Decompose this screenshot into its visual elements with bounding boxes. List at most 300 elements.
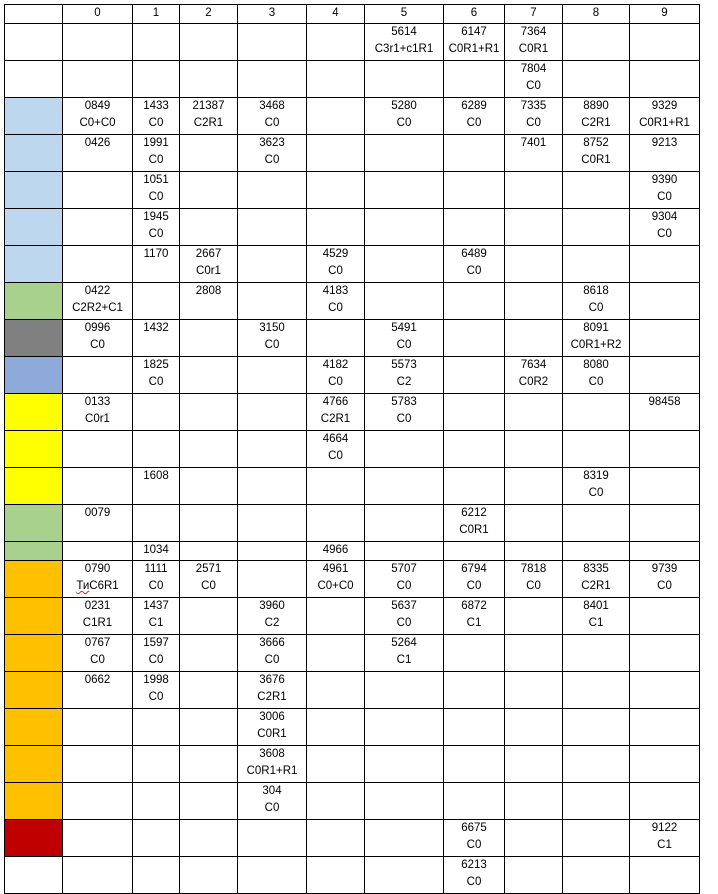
table-cell [133,505,180,542]
table-cell [444,820,505,857]
table-cell [133,709,180,746]
cell-code: C0 [264,117,280,129]
row-color-swatch [5,283,63,320]
table-cell [630,320,700,357]
table-cell [365,357,444,394]
cell-code: C0 [466,580,482,592]
table-cell [444,246,505,283]
table-cell [563,468,630,505]
table-cell [630,783,700,820]
table-cell [307,24,365,61]
table-cell [563,505,630,542]
cell-number: 0426 [84,137,111,149]
cell-number: 8080 [583,359,609,371]
header-cell [5,5,63,24]
row-color-swatch [5,505,63,542]
table-cell [180,320,238,357]
cell-code: C2R1 [257,691,287,703]
table-cell [133,783,180,820]
table-cell [505,542,563,561]
table-cell [505,468,563,505]
cell-code: C0 [264,339,280,351]
table-cell [444,542,505,561]
cell-number: 3608 [259,748,285,760]
cell-number: 7364 [520,26,547,38]
table-row [5,598,700,635]
table-cell [180,672,238,709]
cell-code: C0 [588,487,604,499]
table-cell [307,542,365,561]
table-cell [444,561,505,598]
cell-number: 0996 [84,322,111,334]
table-cell [180,783,238,820]
table-cell [365,561,444,598]
cell-number: 6489 [461,248,487,260]
table-cell [63,505,133,542]
table-cell [63,820,133,857]
table-cell [238,209,307,246]
table-cell [133,357,180,394]
table-cell [238,468,307,505]
cell-code: C2R1 [581,117,611,129]
table-row [5,709,700,746]
table-row [5,135,700,172]
table-row [5,542,700,561]
cell-code: C0R1+R1 [246,765,298,777]
cell-code: ТиC6R1 [76,580,119,592]
table-cell [133,746,180,783]
cell-code: C0 [148,654,164,666]
cell-number: 1825 [143,359,169,371]
cell-number: 0849 [84,100,111,112]
table-cell [505,672,563,709]
table-cell [563,357,630,394]
table-cell [365,320,444,357]
cell-number: 98458 [648,396,681,408]
data-grid [4,4,700,894]
table-cell [630,746,700,783]
cell-code: C0r1 [85,413,110,425]
table-cell [444,468,505,505]
table-cell [180,561,238,598]
table-cell [180,98,238,135]
header-cell: 5 [365,5,444,24]
cell-code: C0 [588,376,604,388]
row-color-swatch [5,857,63,894]
cell-number: 4766 [322,396,349,408]
table-cell [63,598,133,635]
table-row [5,246,700,283]
table-cell [630,709,700,746]
table-cell [238,24,307,61]
cell-code: C0 [466,117,482,129]
cell-code: C0 [657,191,672,203]
row-color-swatch [5,320,63,357]
cell-code: C1 [588,617,604,629]
table-cell [563,431,630,468]
cell-number: 2571 [195,563,222,575]
table-cell [307,394,365,431]
table-cell [180,357,238,394]
table-cell [180,468,238,505]
table-cell [133,209,180,246]
table-cell [563,672,630,709]
table-cell [444,98,505,135]
cell-number: 1034 [143,544,169,556]
table-row [5,505,700,542]
cell-code: C0R1 [459,524,489,536]
table-cell [563,135,630,172]
table-cell [238,283,307,320]
table-row [5,357,700,394]
table-cell [238,320,307,357]
table-cell [563,320,630,357]
cell-code: C0 [466,265,482,277]
cell-code: C2 [396,376,412,388]
cell-number: 0662 [84,674,111,686]
header-cell: 7 [505,5,563,24]
table-cell [180,135,238,172]
cell-number: 0079 [84,507,111,519]
table-cell [630,672,700,709]
table-cell [63,135,133,172]
cell-number: 5280 [391,100,417,112]
cell-number: 5637 [391,600,417,612]
table-cell [563,61,630,98]
table-cell [563,783,630,820]
cell-number: 5264 [391,637,417,649]
row-color-swatch [5,61,63,98]
header-cell: 9 [630,5,700,24]
table-row [5,857,700,894]
table-cell [180,172,238,209]
table-cell [563,746,630,783]
table-cell [563,561,630,598]
table-cell [180,542,238,561]
cell-code: C0 [148,191,164,203]
table-cell [180,820,238,857]
table-cell [505,320,563,357]
cell-code: C0 [396,580,412,592]
row-color-swatch [5,635,63,672]
table-cell [63,561,133,598]
table-cell [365,283,444,320]
table-cell [238,505,307,542]
table-cell [307,431,365,468]
table-row [5,561,700,598]
header-cell: 3 [238,5,307,24]
table-cell [444,431,505,468]
cell-number: 1111 [144,563,168,575]
cell-code: C0 [264,154,280,166]
row-color-swatch [5,357,63,394]
table-cell [307,98,365,135]
header-row [5,5,700,24]
cell-number: 3676 [259,674,285,686]
table-cell [365,468,444,505]
cell-code: C0 [657,580,672,592]
table-cell [563,857,630,894]
table-cell [365,746,444,783]
table-cell [63,672,133,709]
table-cell [505,246,563,283]
cell-number: 1608 [143,470,169,482]
table-cell [630,209,700,246]
table-cell [307,746,365,783]
cell-number: 7634 [520,359,547,371]
table-cell [307,672,365,709]
cell-code: C2R1 [320,413,351,425]
table-cell [133,820,180,857]
table-cell [563,98,630,135]
table-cell [630,61,700,98]
cell-code: C1R1 [82,617,113,629]
cell-code: C0 [90,339,105,351]
table-cell [630,98,700,135]
cell-code: C0 [396,339,412,351]
table-cell [180,635,238,672]
table-cell [63,61,133,98]
table-row [5,635,700,672]
table-cell [563,209,630,246]
table-cell [133,98,180,135]
cell-number: 8401 [583,600,609,612]
table-cell [444,24,505,61]
table-cell [505,135,563,172]
header-cell: 4 [307,5,365,24]
row-color-swatch [5,431,63,468]
cell-code: C0 [396,413,412,425]
table-cell [307,61,365,98]
table-cell [63,542,133,561]
row-color-swatch [5,172,63,209]
table-row [5,394,700,431]
table-cell [630,24,700,61]
cell-code: C2R1 [581,580,611,592]
table-cell [365,598,444,635]
cell-code: C0 [466,839,482,851]
table-cell [505,24,563,61]
table-cell [180,431,238,468]
table-cell [180,283,238,320]
table-cell [365,857,444,894]
table-cell [238,357,307,394]
cell-number: 1437 [143,600,169,612]
cell-number: 9122 [651,822,678,834]
cell-code: C0 [396,117,412,129]
table-cell [563,246,630,283]
table-cell [444,709,505,746]
table-cell [180,709,238,746]
table-cell [505,783,563,820]
table-cell [133,172,180,209]
row-color-swatch [5,561,63,598]
table-cell [180,246,238,283]
table-cell [630,431,700,468]
cell-code: C1 [466,617,482,629]
table-cell [63,394,133,431]
cell-number: 5614 [391,26,417,38]
table-cell [630,283,700,320]
table-cell [444,283,505,320]
table-cell [630,542,700,561]
table-cell [365,709,444,746]
cell-number: 5707 [391,563,417,575]
cell-code: C0R1+R1 [448,43,500,55]
table-cell [133,672,180,709]
table-cell [238,672,307,709]
cell-code: C1 [148,617,164,629]
cell-code: C0 [264,654,280,666]
table-row [5,24,700,61]
table-row [5,746,700,783]
cell-number: 0231 [84,600,111,612]
row-color-swatch [5,598,63,635]
row-color-swatch [5,746,63,783]
cell-number: 6213 [461,859,487,871]
table-cell [563,172,630,209]
table-cell [307,857,365,894]
cell-number: 0790 [84,563,111,575]
table-cell [505,357,563,394]
table-cell [563,283,630,320]
table-cell [133,283,180,320]
table-cell [505,431,563,468]
table-cell [180,24,238,61]
cell-number: 0422 [84,285,111,297]
table-cell [238,598,307,635]
cell-number: 7401 [520,137,547,149]
cell-code: C0 [264,802,280,814]
table-cell [505,598,563,635]
table-cell [365,542,444,561]
table-cell [365,635,444,672]
table-cell [505,709,563,746]
table-cell [505,746,563,783]
table-cell [307,635,365,672]
table-cell [365,209,444,246]
cell-number: 8335 [583,563,609,575]
table-cell [307,357,365,394]
table-row [5,783,700,820]
row-color-swatch [5,783,63,820]
cell-number: 4183 [322,285,349,297]
cell-number: 5783 [391,396,417,408]
table-row [5,283,700,320]
table-cell [63,709,133,746]
cell-number: 6675 [461,822,487,834]
cell-code: C0R1+R1 [639,117,690,129]
table-cell [238,820,307,857]
table-row [5,172,700,209]
cell-code: C0 [657,228,672,240]
table-cell [307,320,365,357]
cell-code: C3r1+c1R1 [374,43,434,55]
cell-code: C0R1 [257,728,287,740]
table-cell [307,209,365,246]
cell-number: 1433 [143,100,169,112]
table-cell [63,468,133,505]
table-cell [63,246,133,283]
table-cell [307,505,365,542]
cell-code: C1 [657,839,672,851]
table-row [5,820,700,857]
table-cell [444,320,505,357]
table-cell [630,505,700,542]
table-cell [365,394,444,431]
table-cell [238,135,307,172]
table-cell [505,561,563,598]
row-color-swatch [5,209,63,246]
cell-code: C0 [588,302,604,314]
table-cell [238,172,307,209]
cell-number: 6212 [461,507,487,519]
table-cell [365,135,444,172]
table-cell [630,135,700,172]
table-cell [307,709,365,746]
header-cell: 0 [63,5,133,24]
cell-code: C0R1+R2 [570,339,622,351]
cell-number: 3960 [259,600,285,612]
cell-number: 8319 [583,470,609,482]
table-row [5,468,700,505]
cell-number: 6794 [461,563,487,575]
table-cell [365,98,444,135]
table-cell [307,561,365,598]
cell-number: 1597 [143,637,169,649]
table-cell [630,468,700,505]
table-cell [307,783,365,820]
table-cell [238,98,307,135]
table-cell [563,709,630,746]
cell-number: 3468 [259,100,285,112]
cell-code: C0 [328,265,343,277]
header-cell: 1 [133,5,180,24]
table-cell [444,746,505,783]
table-cell [133,598,180,635]
cell-number: 2808 [195,285,222,297]
cell-number: 3006 [259,711,285,723]
cell-code: C0 [90,654,105,666]
cell-code: C0 [148,154,164,166]
table-cell [133,246,180,283]
table-cell [63,98,133,135]
table-cell [238,431,307,468]
cell-code: C0 [148,580,164,592]
table-cell [630,172,700,209]
table-cell [505,98,563,135]
header-cell: 6 [444,5,505,24]
table-cell [365,783,444,820]
table-cell [365,505,444,542]
cell-number: 6289 [461,100,487,112]
cell-code: C0 [526,80,541,92]
table-cell [63,783,133,820]
table-cell [180,505,238,542]
table-cell [505,820,563,857]
cell-number: 4961 [322,563,349,575]
cell-number: 8752 [583,137,609,149]
table-cell [444,672,505,709]
table-cell [444,61,505,98]
cell-code: C0 [328,376,343,388]
cell-number: 304 [262,785,282,797]
table-cell [365,820,444,857]
table-cell [63,24,133,61]
table-cell [444,135,505,172]
table-cell [365,246,444,283]
table-cell [444,505,505,542]
